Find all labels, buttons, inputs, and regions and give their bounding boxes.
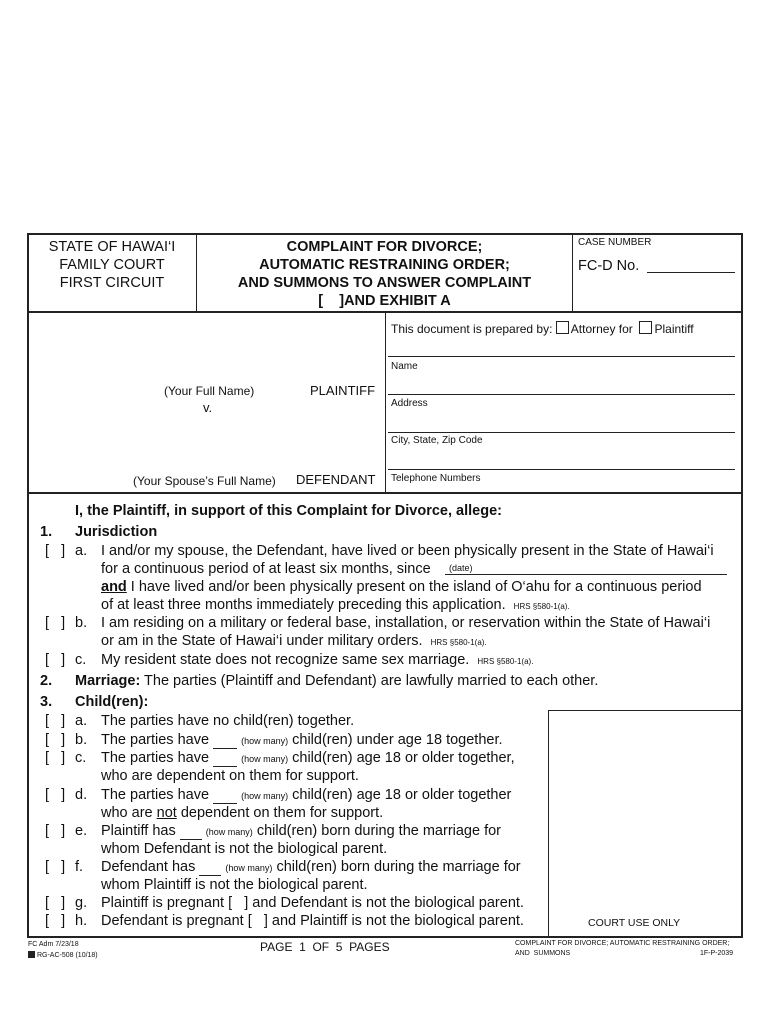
item-3e-line	[101, 823, 501, 840]
marriage-text: The parties (Plaintiff and Defendant) are lawfully married to each other.	[140, 673, 599, 689]
divider	[385, 313, 386, 493]
court-heading	[28, 238, 196, 292]
item-3d-text: who are	[101, 805, 157, 821]
checkbox-3h[interactable]: [ ]	[45, 913, 66, 929]
checkbox-1a[interactable]: [ ]	[45, 543, 66, 559]
divider	[28, 492, 742, 494]
item-1a-line3	[101, 579, 702, 595]
date-field[interactable]	[445, 574, 727, 575]
checkbox-1c[interactable]: [ ]	[45, 652, 66, 668]
count-field[interactable]	[199, 859, 221, 876]
marriage-line	[75, 673, 598, 689]
how-many-hint: (how many)	[241, 754, 289, 764]
intro-statement: I, the Plaintiff, in support of this Complaint for Divorce, allege:	[75, 503, 502, 519]
exhibit-checkbox[interactable]: [ ]	[318, 293, 345, 309]
item-3c-text: who are dependent on them for support.	[101, 768, 359, 784]
court-use-box	[548, 710, 742, 937]
item-letter: c.	[75, 750, 87, 766]
item-letter: b.	[75, 615, 88, 631]
defendant-label: DEFENDANT	[296, 472, 376, 487]
item-3d-line	[101, 787, 511, 804]
item-letter: e.	[75, 823, 88, 839]
item-1c-line	[101, 652, 533, 668]
item-1b-text: or am in the State of Hawai‘i under military orders.	[101, 633, 423, 649]
form-admin-code: FC Adm 7/23/18	[28, 941, 79, 948]
pregnant-checkbox[interactable]: [ ]	[247, 913, 268, 929]
item-letter: h.	[75, 913, 88, 929]
item-letter: f.	[75, 859, 84, 875]
item-letter: d.	[75, 787, 88, 803]
section-number: 1.	[40, 524, 53, 540]
item-3a-text: The parties have no child(ren) together.	[101, 713, 355, 729]
plaintiff-label: PLAINTIFF	[310, 383, 376, 398]
item-3e-text: whom Defendant is not the biological parent.	[101, 841, 388, 857]
how-many-hint: (how many)	[241, 791, 289, 801]
section-number: 2.	[40, 673, 53, 689]
prepared-by-row	[391, 321, 694, 336]
count-field[interactable]	[213, 732, 237, 749]
item-3f-line	[101, 859, 521, 876]
item-3d-text: dependent on them for support.	[176, 805, 384, 821]
court-family: FAMILY COURT	[59, 257, 165, 273]
phone-field[interactable]	[388, 469, 735, 470]
count-field[interactable]	[213, 787, 237, 804]
form-rg-code	[28, 951, 98, 959]
document-title	[197, 238, 572, 310]
item-1a-text: I and/or my spouse, the Defendant, have lived or been physically present in the State of Hawai‘i	[101, 543, 714, 559]
name-caption: Name	[391, 361, 418, 372]
item-3g-line	[101, 895, 524, 911]
item-3f-text: child(ren) born during the marriage for	[276, 859, 521, 875]
item-letter: a.	[75, 543, 88, 559]
section-number: 3.	[40, 694, 53, 710]
item-3g-text: Plaintiff is pregnant	[101, 895, 225, 911]
count-field[interactable]	[180, 823, 202, 840]
name-field[interactable]	[388, 356, 735, 357]
pregnant-checkbox[interactable]: [ ]	[228, 895, 249, 911]
checkbox-3b[interactable]: [ ]	[45, 732, 66, 748]
item-3c-text: child(ren) age 18 or older together,	[292, 750, 515, 766]
how-many-hint: (how many)	[225, 863, 273, 873]
item-3c-text: The parties have	[101, 750, 210, 766]
address-field[interactable]	[388, 394, 735, 395]
item-1a-line4	[101, 597, 570, 613]
statute-ref: HRS §580-1(a).	[513, 602, 570, 611]
item-1c-text: My resident state does not recognize same sex marriage.	[101, 652, 470, 668]
footer-form-number: 1F-P-2039	[700, 950, 734, 957]
item-1a-text: for a continuous period of at least six months, since	[101, 561, 431, 577]
statute-ref: HRS §580-1(a).	[430, 638, 487, 647]
how-many-hint: (how many)	[241, 736, 289, 746]
item-3h-text: Defendant is pregnant	[101, 913, 244, 929]
title-line: COMPLAINT FOR DIVORCE;	[286, 239, 483, 255]
statute-ref: HRS §580-1(a).	[477, 657, 534, 666]
divider	[572, 234, 573, 312]
court-state: STATE OF HAWAI‘I	[48, 239, 176, 255]
item-letter: c.	[75, 652, 87, 668]
date-hint: (date)	[449, 563, 473, 573]
checkbox-3g[interactable]: [ ]	[45, 895, 66, 911]
prepared-by-label: This document is prepared by:	[391, 322, 553, 336]
address-caption: Address	[391, 398, 428, 409]
item-3g-text: and Defendant is not the biological parent.	[252, 895, 524, 911]
item-letter: a.	[75, 713, 88, 729]
section-title-jurisdiction: Jurisdiction	[75, 524, 158, 540]
checkbox-3d[interactable]: [ ]	[45, 787, 66, 803]
city-caption: City, State, Zip Code	[391, 435, 483, 446]
checkbox-3e[interactable]: [ ]	[45, 823, 66, 839]
item-3h-text: and Plaintiff is not the biological parent.	[271, 913, 524, 929]
checkbox-3a[interactable]: [ ]	[45, 713, 66, 729]
form-rg-text: RG-AC-508 (10/18)	[36, 952, 98, 959]
item-letter: g.	[75, 895, 88, 911]
defendant-name-hint: (Your Spouse’s Full Name)	[133, 474, 276, 488]
footer-title: COMPLAINT FOR DIVORCE; AUTOMATIC RESTRAINING ORDER;	[515, 940, 730, 947]
section-title-marriage: Marriage:	[75, 673, 141, 689]
plaintiff-name-hint: (Your Full Name)	[164, 384, 255, 398]
item-3h-line	[101, 913, 524, 929]
attorney-checkbox[interactable]	[556, 321, 569, 334]
not-emphasis: not	[156, 805, 177, 821]
item-1b-text: I am residing on a military or federal base, installation, or reservation within the State of Hawai‘i	[101, 615, 711, 631]
checkbox-3f[interactable]: [ ]	[45, 859, 66, 875]
plaintiff-option-label: Plaintiff	[654, 322, 694, 336]
item-3b-line	[101, 732, 503, 749]
court-use-label: COURT USE ONLY	[588, 917, 681, 929]
item-3e-text: Plaintiff has	[101, 823, 176, 839]
versus-text: v.	[203, 400, 213, 415]
recycle-icon	[28, 951, 35, 958]
checkbox-1b[interactable]: [ ]	[45, 615, 66, 631]
footer-subtitle: AND SUMMONS	[515, 950, 571, 957]
case-number-label: CASE NUMBER	[578, 237, 652, 248]
title-line: AUTOMATIC RESTRAINING ORDER;	[259, 257, 510, 273]
page-indicator: PAGE 1 OF 5 PAGES	[260, 940, 390, 954]
count-field[interactable]	[213, 750, 237, 767]
title-line: AND EXHIBIT A	[344, 293, 451, 309]
checkbox-3c[interactable]: [ ]	[45, 750, 66, 766]
court-circuit: FIRST CIRCUIT	[59, 275, 165, 291]
item-1a-text: I have lived and/or been physically present on the island of O‘ahu for a continuous period	[126, 579, 702, 595]
case-prefix: FC-D No.	[578, 258, 640, 274]
item-3f-text: whom Plaintiff is not the biological parent.	[101, 877, 368, 893]
attorney-option-label: Attorney for	[570, 322, 633, 336]
item-3f-text: Defendant has	[101, 859, 196, 875]
case-number-field[interactable]	[647, 272, 735, 273]
item-3c-line	[101, 750, 515, 767]
item-3d-text: The parties have	[101, 787, 210, 803]
city-field[interactable]	[388, 432, 735, 433]
how-many-hint: (how many)	[205, 827, 253, 837]
item-3b-text: The parties have	[101, 732, 210, 748]
item-letter: b.	[75, 732, 88, 748]
item-3d-line2	[101, 805, 383, 821]
item-3d-text: child(ren) age 18 or older together	[292, 787, 512, 803]
section-title-children: Child(ren):	[75, 694, 149, 710]
item-3e-text: child(ren) born during the marriage for	[256, 823, 502, 839]
title-line: AND SUMMONS TO ANSWER COMPLAINT	[237, 275, 532, 291]
item-1a-text: of at least three months immediately preceding this application.	[101, 597, 506, 613]
item-3b-text: child(ren) under age 18 together.	[292, 732, 503, 748]
item-1b-line2	[101, 633, 487, 649]
and-emphasis: and	[101, 579, 127, 595]
plaintiff-checkbox[interactable]	[639, 321, 652, 334]
phone-caption: Telephone Numbers	[391, 473, 481, 484]
